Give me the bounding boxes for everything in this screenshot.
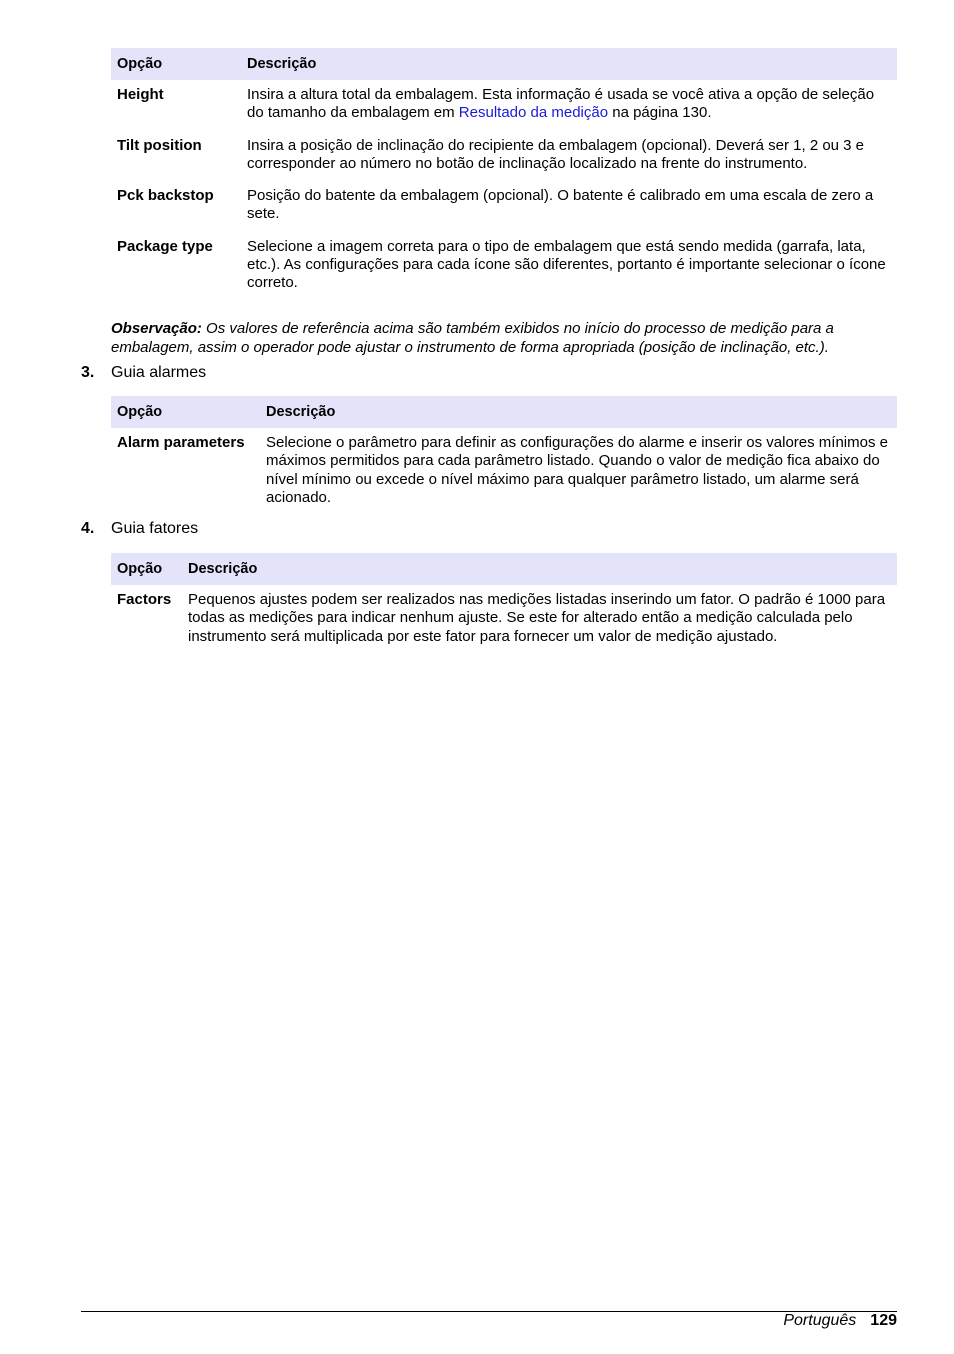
step-text: Guia alarmes — [111, 364, 207, 381]
description-tilt-position: Insira a posição de inclinação do recipiente da embalagem (opcional). Deverá ser 1, 2 ou 3 e corresponder ao número no botão de inclinação localizado na frente do instrumento. — [247, 136, 865, 172]
step-number: 3. — [81, 364, 95, 381]
description-alarm-parameters: Selecione o parâmetro para definir as configurações do alarme e inserir os valores mínimos e máximos permitidos para cada parâmetro listado. Quando o valor de medição fica abaixo do nível mínimo ou excede o nível máximo para qualquer parâmetro listado, um alarme será acionado. — [266, 434, 888, 506]
table-header-row — [111, 553, 897, 585]
option-package-type: Package type — [117, 237, 213, 255]
page-footer — [783, 1312, 897, 1330]
options-table-alarms — [111, 396, 897, 515]
footer-language: Português — [783, 1312, 857, 1329]
step-number: 4. — [81, 520, 95, 537]
link-resultado-da-medicao[interactable]: Resultado da medição — [458, 104, 609, 122]
option-alarm-parameters: Alarm parameters — [117, 434, 245, 451]
table-row — [111, 131, 897, 182]
header-description: Descrição — [241, 48, 897, 80]
note-label: Observação: — [111, 320, 202, 337]
description-factors: Pequenos ajustes podem ser realizados nas medições listadas inserindo um fator. O padrão é 1000 para todas as medições para indicar nenhum ajuste. Se este for alterado então a medição calculada pelo instrumento será multiplicada por este fator para fornecer um valor de medição ajustado. — [188, 591, 886, 645]
footer-divider — [81, 1311, 897, 1312]
header-description: Descrição — [260, 396, 897, 428]
table-header-row — [111, 48, 897, 80]
header-option: Opção — [111, 396, 260, 428]
step-4-heading — [81, 520, 198, 538]
description-pck-backstop: Posição do batente da embalagem (opcional). O batente é calibrado em uma escala de zero a sete. — [247, 187, 874, 223]
table-row — [111, 428, 897, 515]
header-description: Descrição — [182, 553, 897, 585]
note-text: Os valores de referência acima são também exibidos no início do processo de medição para a embalagem, assim o operador pode ajustar o instrumento de forma apropriada (posição de inclinação, etc.). — [111, 320, 834, 356]
description-package-type: Selecione a imagem correta para o tipo de embalagem que está sendo medida (garrafa, lata, etc.). As configurações para cada ícone são diferentes, portanto é importante selecionar o ícone correto. — [247, 237, 886, 292]
header-option: Opção — [111, 553, 182, 585]
page-number: 129 — [870, 1312, 897, 1329]
table-row — [111, 80, 897, 131]
description-height — [241, 80, 897, 131]
step-3-heading — [81, 364, 206, 382]
options-table-package — [111, 48, 897, 301]
table-row — [111, 181, 897, 232]
description-text: Insira a altura total da embalagem. Esta informação é usada se você ativa a opção de seleção do tamanho da embalagem em — [247, 86, 875, 122]
options-table-factors — [111, 553, 897, 654]
option-factors: Factors — [117, 591, 172, 608]
option-height: Height — [117, 86, 164, 103]
description-text: na página 130. — [608, 104, 712, 122]
table-header-row — [111, 396, 897, 428]
note-paragraph — [111, 319, 897, 357]
table-row — [111, 585, 897, 654]
table-row — [111, 232, 897, 301]
option-pck-backstop: Pck backstop — [117, 187, 214, 205]
option-tilt-position: Tilt position — [117, 136, 202, 154]
step-text: Guia fatores — [111, 520, 199, 537]
header-option: Opção — [111, 48, 241, 80]
